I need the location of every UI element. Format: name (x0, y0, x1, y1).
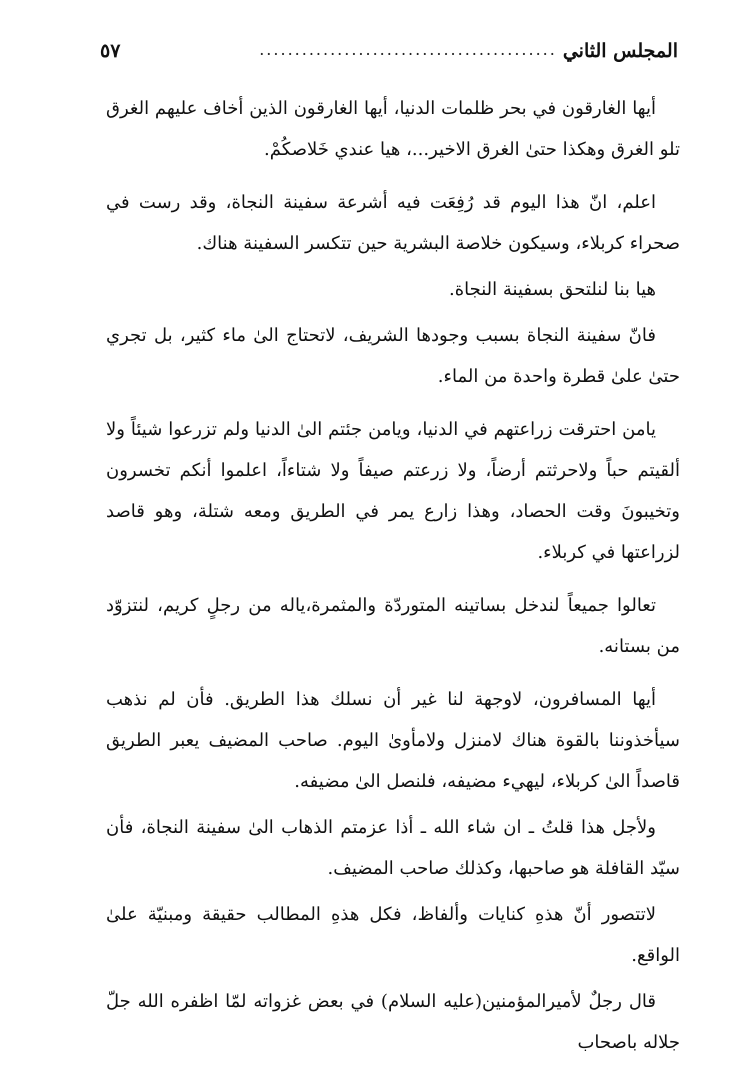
dotted-leader: .......................................... (259, 42, 557, 59)
body-text (106, 88, 680, 1068)
running-header (100, 28, 678, 62)
paragraph: أيها الغارقون في بحر ظلمات الدنيا، أيها الغارقون الذين أخاف عليهم الغرق تلو الغرق وهكذا حتىٰ الغرق الاخير...، هيا عندي خَلاصكُمْ. (106, 98, 680, 160)
paragraph: فانّ سفينة النجاة بسبب وجودها الشريف، لاتحتاج الىٰ ماء كثير، بل تجري حتىٰ علىٰ قطرة واحدة من الماء. (106, 325, 680, 387)
paragraph: لاتتصور أنّ هذهِ كنايات وألفاظ، فكل هذهِ المطالب حقيقة ومبنيّة علىٰ الواقع. (106, 904, 680, 966)
paragraph: اعلم، انّ هذا اليوم قد رُفِعَت فيه أشرعة سفينة النجاة، وقد رست في صحراء كربلاء، وسيكون خلاصة البشرية حين تتكسر السفينة هناك. (106, 192, 680, 254)
paragraph: هيا بنا لنلتحق بسفينة النجاة. (448, 279, 656, 300)
paragraph: تعالوا جميعاً لندخل بساتينه المتوردّة والمثمرة،ياله من رجلٍ كريم، لنتزوّد من بستانه. (106, 595, 680, 657)
paragraph: ولأجل هذا قلتُ ـ ان شاء الله ـ أذا عزمتم الذهاب الىٰ سفينة النجاة، فأن سيّد القافلة هو صاحبها، وكذلك صاحب المضيف. (106, 817, 680, 879)
page-number: ٥٧ (100, 40, 121, 62)
paragraph: أيها المسافرون، لاوجهة لنا غير أن نسلك هذا الطريق. فأن لم نذهب سيأخذوننا بالقوة هناك لامنزل ولامأوىٰ اليوم. صاحب المضيف يعبر الطريق قاصداً الىٰ كربلاء، ليهيء مضيفه، فلنصل الىٰ مضيفه. (106, 689, 680, 792)
paragraph: قال رجلٌ لأميرالمؤمنين(عليه السلام) في بعض غزواته لمّا اظفره الله جلّ جلاله باصحاب (106, 991, 680, 1053)
chapter-title: المجلس الثاني (562, 40, 678, 62)
paragraph: يامن احترقت زراعتهم في الدنيا، ويامن جئتم الىٰ الدنيا ولم تزرعوا شيئاً ولا ألقيتم حباً ولاحرثتم أرضاً، ولا زرعتم صيفاً ولا شتاءاً، اعلموا أنكم تخسرون وتخيبونَ وقت الحصاد، وهذا زارع يمر في الطريق ومعه شتلة، وهو قاصد لزراعتها في كربلاء. (106, 419, 680, 563)
